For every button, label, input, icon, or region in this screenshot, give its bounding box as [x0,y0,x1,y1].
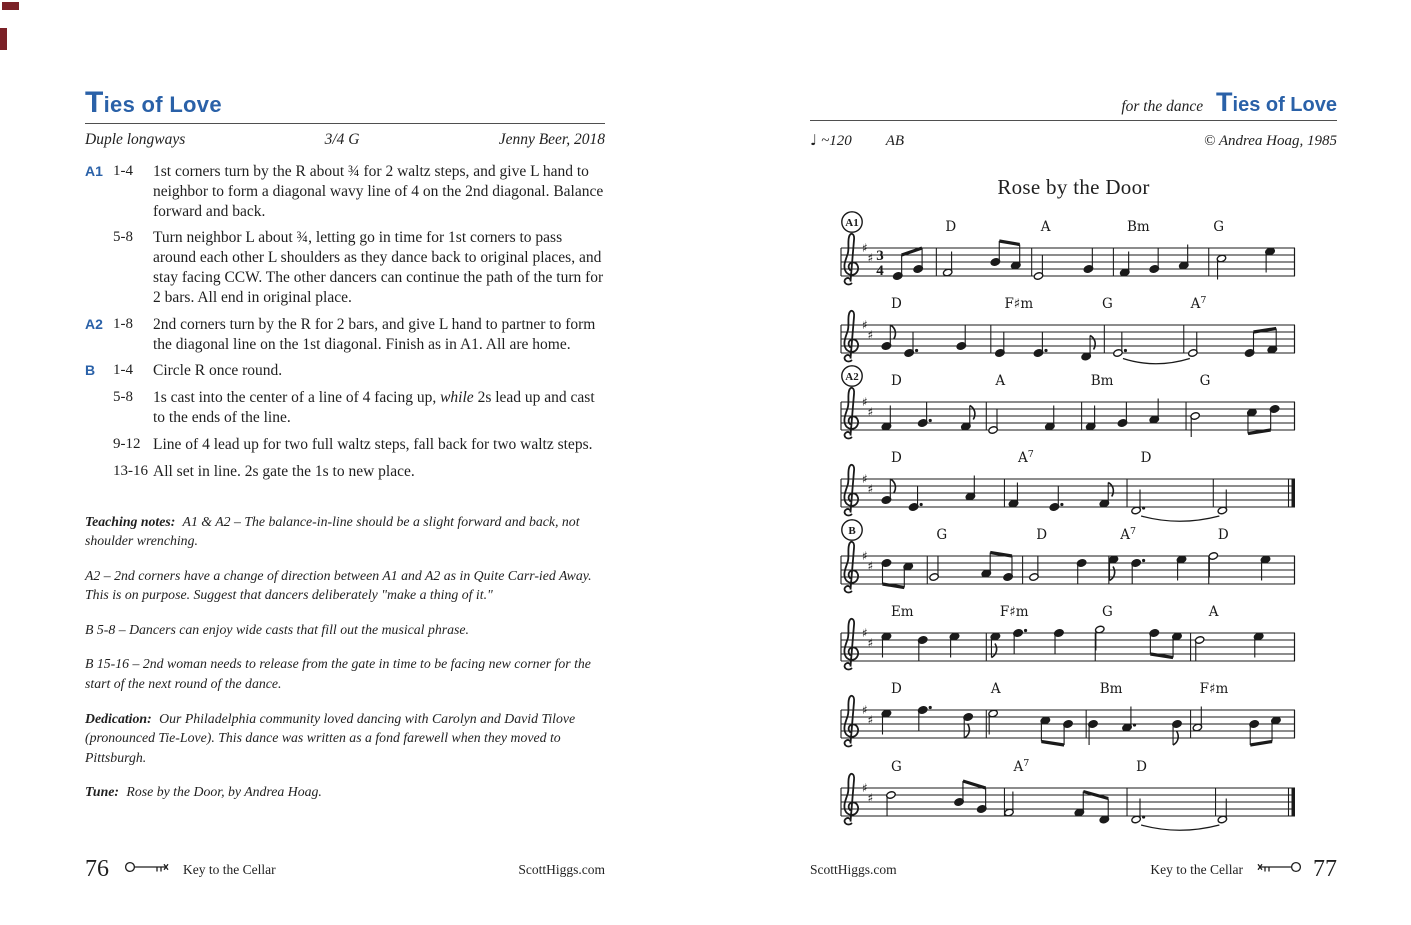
section-label: B [848,525,856,537]
meter-key: 3/4 G [324,131,360,148]
chord-label: F♯m [1199,681,1229,697]
tie [1123,359,1190,364]
chord-label: $A^7$ [1013,758,1030,775]
left-page [85,86,605,817]
figure-row [85,435,605,455]
sharp-icon: ♯ [867,405,874,419]
teaching-note: A2 – 2nd corners have a change of direction between A1 and A2 as in Quite Carr-ied Away. This is on purpose. Suggest that dancers deliberately "make a thing of it." [85,567,592,603]
sharp-icon: ♯ [862,395,868,409]
figure-text: Line of 4 lead up for two full waltz steps, fall back for two waltz steps. [153,435,593,453]
tempo: ~120 [821,133,852,150]
augmentation-dot [1142,506,1145,509]
chord-label: $A^7$ [1018,449,1034,466]
augmentation-dot [929,419,932,422]
sharp-icon: ♯ [867,251,874,265]
note-label: Tune: [85,784,119,800]
treble-clef-icon [844,774,858,825]
chord-label: D [890,450,902,466]
treble-clef-icon [844,465,858,516]
treble-clef-icon [844,542,858,593]
beam [999,241,1019,245]
note-label: Teaching notes: [85,513,176,529]
page-number: 77 [1313,856,1337,882]
beam [1250,742,1272,746]
chord-label: G [1102,604,1113,620]
header-prefix: for the dance [1121,98,1204,115]
eighth-flag [970,406,975,420]
chord-label: G [1102,296,1113,312]
treble-clef-icon [844,696,858,747]
section-label: A2 [845,371,859,383]
scan-artifact [0,28,7,50]
treble-clef-icon [844,234,858,285]
figure-text: All set in line. 2s gate the 1s to new place. [153,462,415,480]
right-footer [810,856,1337,883]
page-number: 76 [85,856,109,882]
chord-label: D [890,681,902,697]
teaching-note: B 15-16 – 2nd woman needs to release from the gate in time to be facing new corner for the start of the next round of the dance. [85,656,591,692]
dance-meta [85,131,605,149]
chord-label: D [1140,450,1152,466]
chord-label: D [945,219,957,235]
beam [963,781,986,788]
quarter-note-icon: ♩ [810,131,818,150]
title-rule [85,123,605,124]
chord-label: A [1040,219,1051,235]
chord-label: A [990,681,1001,697]
figure-row [85,162,605,221]
sharp-icon: ♯ [867,791,874,805]
teaching-note: Tune: Rose by the Door, by Andrea Hoag. [85,784,322,800]
bar-numbers: 5-8 [113,229,133,246]
augmentation-dot [1124,349,1127,352]
sharp-icon: ♯ [862,781,868,795]
dance-title: Ties of Love [85,86,222,119]
teaching-note: B 5-8 – Dancers can enjoy wide casts that fill out the musical phrase. [85,621,469,637]
sharp-icon: ♯ [867,559,874,573]
sharp-icon: ♯ [867,482,874,496]
bar-numbers: 5-8 [113,389,133,406]
beam [990,553,1012,557]
figure-text: 1s cast into the center of a line of 4 facing up, while 2s lead up and cast to the ends of the line. [153,389,595,427]
section-label: A1 [85,163,103,179]
beam [902,248,922,255]
sharp-icon: ♯ [867,636,874,650]
note-label: Dedication: [85,710,152,726]
sharp-icon: ♯ [862,549,868,563]
section-label: A2 [85,315,103,332]
augmentation-dot [1024,629,1027,632]
chord-label: F♯m [999,604,1029,620]
figure-row [85,462,605,482]
treble-clef-icon [844,619,858,670]
series-title: Key to the Cellar [183,861,276,877]
figure-row [85,315,605,355]
chord-label: A [995,373,1006,389]
tune-title: Rose by the Door [997,175,1150,200]
teaching-note: Teaching notes: A1 & A2 – The balance-in-line should be a slight forward and back, not shoulder wrenching. [85,513,580,549]
section-label [85,388,113,428]
chord-label: $A^7$ [1120,526,1137,543]
augmentation-dot [929,706,932,709]
section-label [85,228,113,307]
beam [1041,742,1064,746]
chord-label: Bm [1127,219,1150,235]
chord-label: D [890,296,902,312]
sharp-icon: ♯ [862,318,868,332]
figure-text: 1st corners turn by the R about ¾ for 2 waltz steps, and give L hand to neighbor to form a diagonal wavy line of 4 on the 2nd diagonal. Balance forward and back. [153,163,604,220]
figure-row [85,388,605,428]
final-barline-thick [1292,788,1296,816]
augmentation-dot [915,349,918,352]
chord-label: $A^7$ [1190,295,1207,312]
figure-text: 2nd corners turn by the R for 2 bars, and give L hand to partner to form the diagonal line on the 1st diagonal. Finish as in A1. All are home. [153,315,596,353]
chord-label: G [890,759,902,775]
chord-label: G [1213,219,1225,235]
augmentation-dot [1133,723,1136,726]
sharp-icon: ♯ [862,626,868,640]
figure-text: Circle R once round. [153,362,283,380]
scan-artifact [2,2,19,10]
website: ScottHiggs.com [810,861,897,877]
section-label: A1 [845,217,859,229]
chord-label: G [936,527,948,543]
beam [1248,430,1271,434]
key-icon [1257,859,1303,880]
augmentation-dot [1044,349,1047,352]
section-label: B [85,362,96,379]
treble-clef-icon [844,388,858,439]
website: ScottHiggs.com [518,861,605,877]
sharp-icon: ♯ [867,713,874,727]
beam [1150,654,1173,658]
bar-numbers: 13-16 [113,462,148,479]
time-sig-top: 3 [876,248,884,264]
bar-numbers: 9-12 [113,435,141,452]
augmentation-dot [920,503,923,506]
figure-list [85,162,605,482]
bar-numbers: 1-4 [113,163,133,179]
choreographer: Jenny Beer, 2018 [498,131,605,148]
music-score [833,0,1313,925]
sharp-icon: ♯ [862,472,868,486]
chord-label: Bm [1099,681,1123,697]
eighth-flag [1110,567,1115,581]
chord-label: D [1136,759,1147,775]
chord-label: F♯m [1004,296,1034,312]
chord-label: D [1217,527,1229,543]
chord-label: D [1036,527,1048,543]
bar-numbers: 1-4 [113,362,133,379]
sharp-icon: ♯ [862,241,868,255]
teaching-notes [85,512,605,802]
staff-system-8 [833,752,1307,842]
figure-text: Turn neighbor L about ¾, letting go in time for 1st corners to pass around each other L shoulders as they dance back to original places, and stay facing CCW. The other dancers can continue the path of the turn for 2 bars. All end in original place. [153,229,604,306]
chord-label: Bm [1090,373,1114,389]
augmentation-dot [1060,503,1063,506]
beam [1254,329,1277,333]
staff-system-7 [833,674,1307,764]
series-title: Key to the Cellar [1150,861,1243,877]
formation: Duple longways [85,131,186,148]
chord-label: A [1208,604,1219,620]
augmentation-dot [1142,815,1145,818]
time-sig-bottom: 4 [876,263,884,279]
left-footer [85,856,605,883]
sharp-icon: ♯ [862,703,868,717]
copyright: © Andrea Hoag, 1985 [1203,133,1337,150]
chord-label: D [890,373,902,389]
sharp-icon: ♯ [867,328,874,342]
eighth-flag [1108,483,1113,497]
tune-form: AB [885,133,905,150]
section-label [85,435,113,455]
teaching-note: Dedication: Our Philadelphia community loved dancing with Carolyn and David Tilove (pronounced Tie-Love). This dance was written as a fond farewell when they moved to Pittsburgh. [85,710,576,765]
eighth-flag [1090,336,1095,350]
figure-row [85,361,605,381]
figure-row [85,228,605,307]
key-icon [123,859,169,880]
section-label [85,462,113,482]
tie [1141,825,1219,830]
chord-label: Em [890,604,914,620]
beam [883,584,905,588]
final-barline-thick [1292,479,1296,507]
chord-label: G [1199,373,1211,389]
dance-title-right: Ties of Love [1216,87,1337,117]
augmentation-dot [1142,559,1145,562]
treble-clef-icon [844,311,858,362]
eighth-flag [991,644,996,658]
bar-numbers: 1-8 [113,315,133,332]
